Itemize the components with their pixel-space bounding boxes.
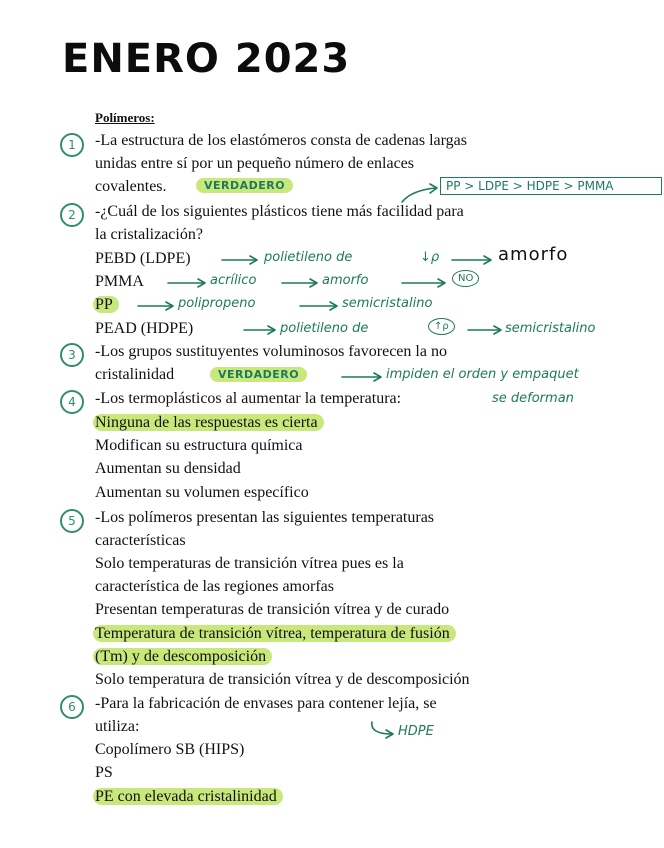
question-6-line-2: utiliza: [95, 718, 140, 735]
note-pmma-result: amorfo [322, 273, 369, 288]
note-q6: HDPE [398, 724, 434, 739]
q4-option-1 [95, 412, 324, 434]
q6-option-3 [95, 786, 283, 808]
q4-option-2: Modifican su estructura química [95, 437, 303, 454]
option-pp-highlight: PP [93, 296, 119, 313]
arrow-q6 [372, 722, 392, 734]
q6-option-1: Copolímero SB (HIPS) [95, 741, 245, 758]
q6-option-2: PS [95, 764, 113, 781]
option-ldpe: PEBD (LDPE) [95, 250, 191, 267]
question-6-line-1: -Para la fabricación de envases para contener lejía, se [95, 695, 437, 712]
q4-option-1-highlight: Ninguna de las respuestas es cierta [93, 414, 324, 431]
question-1-line-3: covalentes. [95, 178, 167, 195]
note-hdpe-density: ↑ρ [428, 318, 455, 335]
q5-option-4: Solo temperatura de transición vítrea y de descomposición [95, 671, 470, 688]
note-ldpe-result: amorfo [498, 244, 569, 265]
question-number-3: 3 [60, 343, 84, 367]
question-2-line-2: la cristalización? [95, 226, 203, 243]
page-title: ENERO 2023 [62, 36, 351, 82]
crystallinity-order-note: PP > LDPE > HDPE > PMMA [440, 177, 662, 195]
option-pp [95, 294, 119, 316]
q5-option-1a: Solo temperaturas de transición vítrea pues es la [95, 555, 404, 572]
note-hdpe-result: semicristalino [505, 321, 596, 336]
q6-option-3-highlight: PE con elevada cristalinidad [93, 788, 283, 805]
question-number-4: 4 [60, 390, 84, 414]
question-1-line-2: unidas entre sí por un pequeño número de enlaces [95, 155, 415, 172]
question-3-line-1: -Los grupos sustituyentes voluminosos favorecen la no [95, 343, 447, 360]
note-pmma-no: NO [452, 270, 479, 287]
question-number-6: 6 [60, 695, 84, 719]
q5-option-3a-highlight: Temperatura de transición vítrea, temperatura de fusión [93, 625, 456, 642]
note-pp-result: semicristalino [342, 296, 433, 311]
question-number-5: 5 [60, 509, 84, 533]
question-number-2: 2 [60, 203, 84, 227]
q5-option-2: Presentan temperaturas de transición vítrea y de curado [95, 601, 450, 618]
note-hdpe: polietileno de [280, 321, 369, 336]
option-pmma: PMMA [95, 273, 144, 290]
question-4-line: -Los termoplásticos al aumentar la temperatura: [95, 390, 402, 407]
question-1-line-1: -La estructura de los elastómeros consta de cadenas largas [95, 132, 467, 149]
question-5-line-1: -Los polímeros presentan las siguientes temperaturas [95, 509, 435, 526]
question-3-line-2: cristalinidad [95, 366, 175, 383]
option-hdpe: PEAD (HDPE) [95, 320, 194, 337]
note-ldpe-density: ↓ρ [420, 250, 440, 265]
question-2-line-1: -¿Cuál de los siguientes plásticos tiene más facilidad para [95, 203, 464, 220]
note-ldpe: polietileno de [264, 250, 353, 265]
answer-true-badge: VERDADERO [196, 178, 293, 193]
question-5-line-2: características [95, 532, 186, 549]
q5-option-3b [95, 646, 272, 668]
note-pmma: acrílico [210, 273, 257, 288]
note-q3: impiden el orden y empaquet [386, 367, 579, 382]
question-number-1: 1 [60, 133, 84, 157]
note-pp: polipropeno [178, 296, 256, 311]
answer-true-badge-2: VERDADERO [210, 367, 307, 382]
q5-option-1b: característica de las regiones amorfas [95, 578, 334, 595]
section-subtitle: Polímeros: [95, 110, 155, 125]
q4-option-3: Aumentan su densidad [95, 460, 241, 477]
q5-option-3a [95, 623, 456, 645]
q5-option-3b-highlight: (Tm) y de descomposición [93, 648, 272, 665]
note-q4: se deforman [492, 391, 574, 406]
q4-option-4: Aumentan su volumen específico [95, 484, 309, 501]
arrow-to-note-box [402, 188, 436, 202]
